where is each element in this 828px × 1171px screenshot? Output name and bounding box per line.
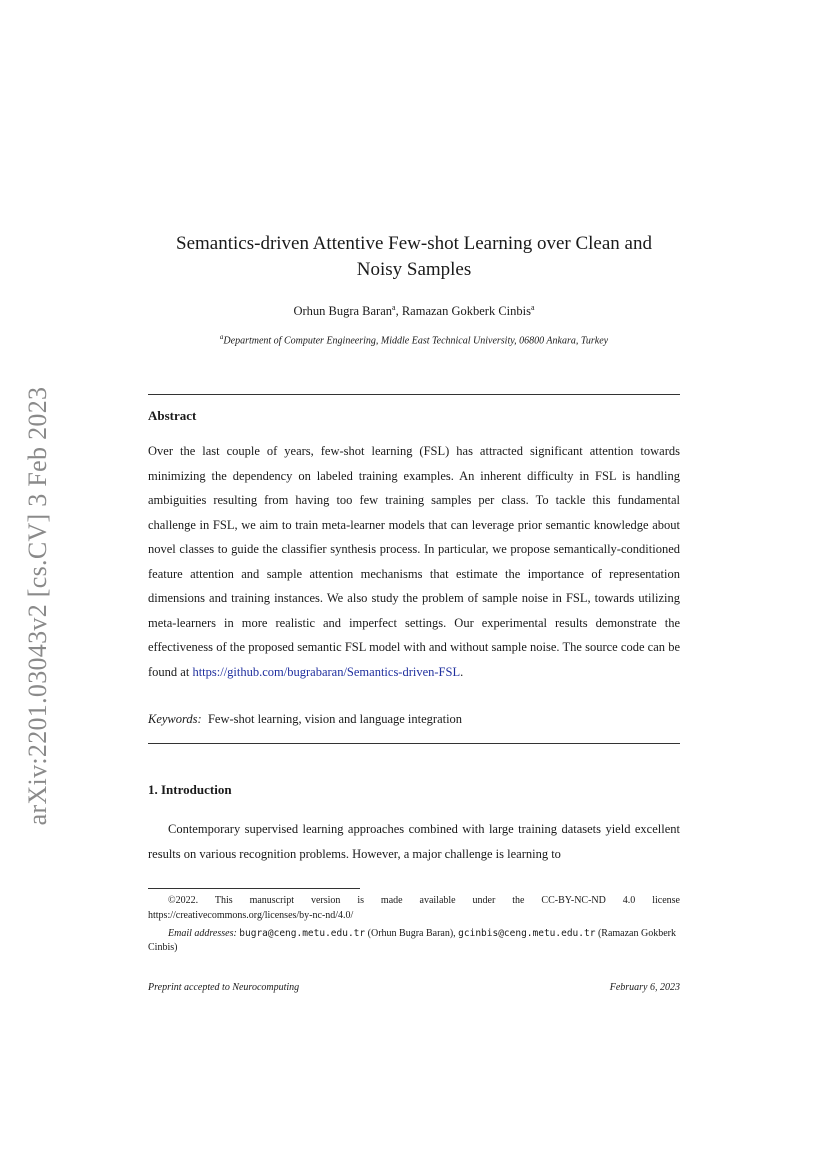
email-address: bugra@ceng.metu.edu.tr <box>239 928 366 939</box>
email-footnote <box>148 927 680 955</box>
abstract-end: . <box>460 664 464 679</box>
abstract-top-rule <box>148 394 680 395</box>
affiliation-mark: a <box>530 303 535 312</box>
affiliation <box>148 333 680 346</box>
footnote-rule <box>148 888 360 889</box>
keywords <box>148 712 680 727</box>
author-separator: , <box>395 304 402 319</box>
email-owner: (Ramazan Gokberk Cinbis) <box>148 928 676 953</box>
paper-title <box>148 231 680 283</box>
source-code-link[interactable]: https://github.com/bugrabaran/Semantics-driven-FSL <box>192 664 461 679</box>
author-name: Orhun Bugra Baran <box>293 304 393 319</box>
affiliation-mark: a <box>392 303 396 312</box>
author-list <box>148 303 680 319</box>
abstract-text <box>148 439 680 684</box>
keywords-text: Few-shot learning, vision and language integration <box>207 712 463 726</box>
title-line-1: Semantics-driven Attentive Few-shot Learning over Clean and <box>176 233 652 254</box>
intro-paragraph: Contemporary supervised learning approaches combined with large training datasets yield excellent results on various recognition problems. However, a major challenge is learning to <box>148 822 680 861</box>
email-owner: (Orhun Bugra Baran), <box>365 928 459 939</box>
abstract-body: Over the last couple of years, few-shot learning (FSL) has attracted significant attention towards minimizing the dependency on labeled training examples. An inherent difficulty in FSL is handling ambiguities resulting from having too few training samples per class. To tackle this fundamental challenge in FSL, we aim to train meta-learner models that can leverage prior semantic knowledge about novel classes to guide the classifier synthesis process. In particular, we propose semantically-conditioned feature attention and sample attention mechanisms that estimate the importance of representation dimensions and training instances. We also study the problem of sample noise in FSL, towards utilizing meta-learners in more realistic and imperfect settings. Our experimental results demonstrate the effectiveness of the proposed semantic FSL model with and without sample noise. The source code can be found at <box>148 444 680 679</box>
section-heading: 1. Introduction <box>148 782 232 797</box>
email-address: gcinbis@ceng.metu.edu.tr <box>458 928 596 939</box>
footer-venue: Preprint accepted to Neurocomputing <box>148 982 300 993</box>
footer-date: February 6, 2023 <box>609 982 680 993</box>
author-name: Ramazan Gokberk Cinbis <box>401 304 531 319</box>
title-line-2: Noisy Samples <box>356 259 472 280</box>
affiliation-text: Department of Computer Engineering, Middle East Technical University, 06800 Ankara, Turkey <box>223 335 609 347</box>
arxiv-stamp: arXiv:2201.03043v2 [cs.CV] 3 Feb 2023 <box>23 386 52 826</box>
license-footnote: ©2022. This manuscript version is made available under the CC-BY-NC-ND 4.0 license https://creativecommons.org/licenses/by-nc-nd/4.0/ <box>148 895 680 921</box>
email-label: Email addresses: <box>168 928 237 939</box>
abstract-bottom-rule <box>148 743 680 744</box>
affiliation-mark: a <box>219 333 224 341</box>
keywords-label: Keywords: <box>148 712 202 726</box>
abstract-heading: Abstract <box>148 408 197 423</box>
